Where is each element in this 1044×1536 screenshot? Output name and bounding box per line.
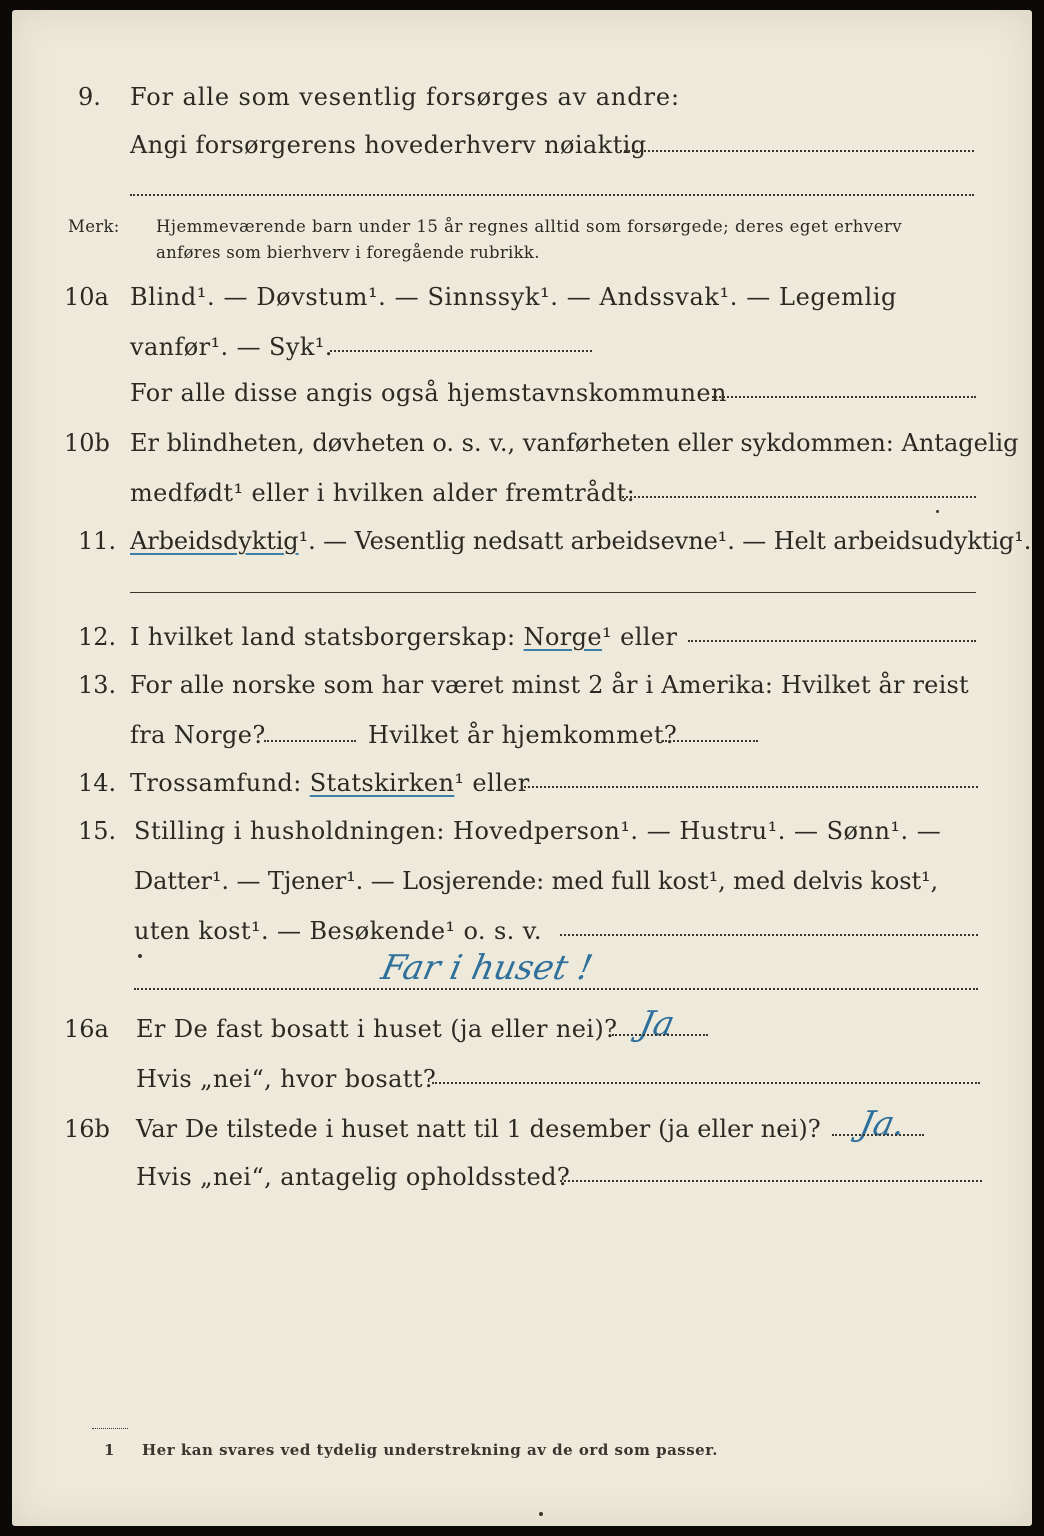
q14-answer-line[interactable]: [524, 786, 978, 788]
q16a-number: 16a: [64, 1015, 109, 1043]
q16a-line2: Hvis „nei“, hvor bosatt?: [136, 1065, 437, 1093]
q10b-number: 10b: [64, 429, 110, 457]
merk-label: Merk:: [68, 217, 120, 236]
q9-line1: For alle som vesentlig forsørges av andre:: [130, 83, 681, 111]
q12-suffix: ¹ eller: [602, 623, 678, 651]
q15-line1: Stilling i husholdningen: Hovedperson¹. — Hustru¹. — Sønn¹. —: [134, 817, 942, 845]
q10a-line3: For alle disse angis også hjemstavnskommunen: [130, 379, 727, 407]
q11-number: 11.: [78, 527, 117, 555]
census-form-page: [12, 10, 1032, 1526]
footnote-mark: 1: [104, 1441, 115, 1459]
q10a-line2: vanfør¹. — Syk¹.: [130, 333, 333, 361]
ink-speck: [936, 510, 939, 513]
q10b-line2: medfødt¹ eller i hvilken alder fremtrådt:: [130, 479, 636, 507]
q13-line1: For alle norske som har været minst 2 år i Amerika: Hvilket år reist: [130, 671, 969, 699]
q12-answer-line[interactable]: [688, 640, 976, 642]
q9-line2: Angi forsørgerens hovederhverv nøiaktig: [130, 131, 647, 159]
q11-answer-line[interactable]: [130, 592, 976, 593]
q12-prefix: I hvilket land statsborgerskap:: [130, 623, 516, 651]
footnote-rule: [92, 1428, 128, 1429]
ink-speck: [138, 954, 142, 958]
q13-line2a: fra Norge?: [130, 721, 266, 749]
q16b-line2: Hvis „nei“, antagelig opholdssted?: [136, 1163, 571, 1191]
q10a-number: 10a: [64, 283, 109, 311]
q14-line: [130, 768, 530, 798]
q10a-hjemstavn-line[interactable]: [712, 396, 976, 398]
q14-option-statskirken[interactable]: Statskirken: [309, 769, 455, 797]
q13-hjemkommet-line[interactable]: [662, 740, 758, 742]
q16b-answer-line[interactable]: [832, 1134, 924, 1136]
q13-line2b: Hvilket år hjemkommet?: [368, 721, 678, 749]
merk-line1: Hjemmeværende barn under 15 år regnes alltid som forsørgede; deres eget erhverv: [156, 217, 903, 236]
q15-line3: uten kost¹. — Besøkende¹ o. s. v.: [134, 917, 542, 945]
q16b-handwritten-answer: Ja.: [855, 1104, 909, 1144]
q11-option-arbeidsdyktig[interactable]: Arbeidsdyktig: [130, 527, 299, 555]
q9-number: 9.: [78, 83, 101, 111]
q16a-line1: Er De fast bosatt i huset (ja eller nei)?: [136, 1015, 618, 1043]
q16b-number: 16b: [64, 1115, 110, 1143]
q16a-bosatt-line[interactable]: [432, 1082, 980, 1084]
q11-rest: ¹. — Vesentlig nedsatt arbeidsevne¹. — Helt arbeidsudyktig¹.: [298, 527, 1032, 555]
q13-reist-line[interactable]: [264, 740, 356, 742]
q12-number: 12.: [78, 623, 117, 651]
q10a-answer-line[interactable]: [330, 350, 592, 352]
q16b-line1: Var De tilstede i huset natt til 1 desember (ja eller nei)?: [136, 1115, 821, 1143]
q10b-answer-line[interactable]: [622, 496, 976, 498]
ink-speck: [539, 1512, 543, 1516]
q12-option-norge[interactable]: Norge: [523, 623, 603, 651]
q16a-handwritten-answer: Ja: [635, 1004, 679, 1044]
q9-extra-answer-line[interactable]: [130, 194, 974, 196]
q12-line: [130, 622, 677, 652]
q16b-opholdssted-line[interactable]: [560, 1180, 982, 1182]
q14-number: 14.: [78, 769, 117, 797]
q10a-line1: Blind¹. — Døvstum¹. — Sinnssyk¹. — Andssvak¹. — Legemlig: [130, 283, 898, 311]
q9-answer-line[interactable]: [620, 150, 974, 152]
q15-handwritten-answer: Far i huset !: [377, 948, 597, 988]
q14-suffix: ¹ eller: [454, 769, 530, 797]
merk-line2: anføres som bierhverv i foregående rubrikk.: [156, 243, 540, 262]
q14-prefix: Trossamfund:: [130, 769, 302, 797]
q15-extra-answer-line[interactable]: [134, 988, 978, 990]
q13-number: 13.: [78, 671, 117, 699]
q10b-line1: Er blindheten, døvheten o. s. v., vanførheten eller sykdommen: Antagelig: [130, 429, 1019, 457]
q11-line: [130, 526, 1031, 556]
q16a-answer-line[interactable]: [612, 1034, 708, 1036]
footnote-text: Her kan svares ved tydelig understrekning av de ord som passer.: [142, 1441, 718, 1459]
q15-number: 15.: [78, 817, 117, 845]
q15-line2: Datter¹. — Tjener¹. — Losjerende: med full kost¹, med delvis kost¹,: [134, 867, 939, 895]
q15-answer-line[interactable]: [560, 934, 978, 936]
